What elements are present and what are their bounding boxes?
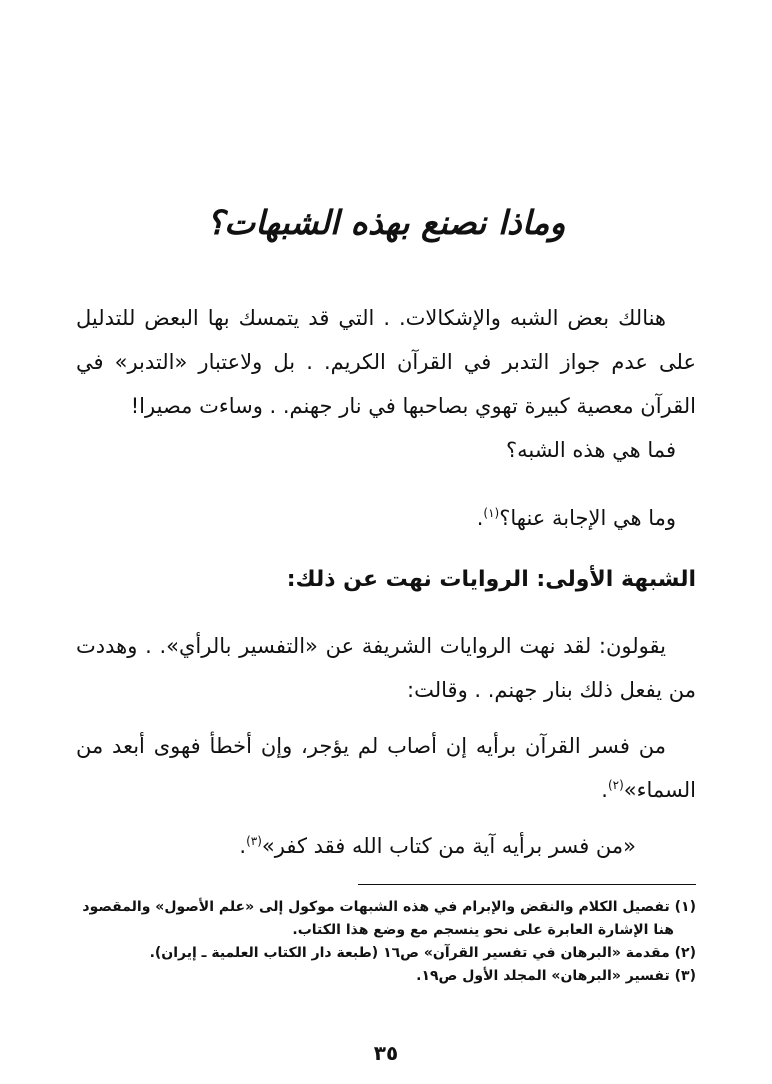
footnote-number: (٣) [674, 968, 696, 984]
claim-paragraph: يقولون: لقد نهت الروايات الشريفة عن «التفسير بالرأي». . وهددت من يفعل ذلك بنار جهنم. . وقالت: [76, 634, 696, 702]
intro-paragraph: هنالك بعض الشبه والإشكالات. . التي قد يتمسك بها البعض للتدليل على عدم جواز التدبر في القرآن الكريم. . بل ولاعتبار «التدبر» في القرآن معصية كبيرة تهوي بصاحبها في نار جهنم. . وساءت مصيرا! [76, 306, 696, 418]
hadith-quote-one-tail: . [601, 778, 608, 802]
footnote-item-2 [76, 942, 696, 965]
question-two-text: وما هي الإجابة عنها؟ [499, 506, 676, 530]
footnotes-list [76, 896, 696, 988]
footnote-ref-3[interactable]: (٣) [246, 834, 262, 848]
section-heading: الشبهة الأولى: الروايات نهت عن ذلك: [286, 567, 696, 592]
footnote-ref-2[interactable]: (٢) [607, 778, 624, 792]
footnote-number: (١) [674, 899, 696, 915]
question-two-tail: . [476, 506, 484, 530]
hadith-quote-two-text: «من فسر برأيه آية من كتاب الله فقد كفر» [261, 834, 636, 858]
chapter-title: وماذا نصنع بهذه الشبهات؟ [206, 203, 566, 242]
footnote-item-1-continued [76, 919, 696, 942]
page-number: ٣٥ [373, 1041, 399, 1065]
footnote-text: هنا الإشارة العابرة على نحو ينسجم مع وضع هذا الكتاب. [292, 922, 674, 938]
footnote-number: (٢) [674, 945, 696, 961]
question-one: فما هي هذه الشبه؟ [506, 438, 676, 462]
footnote-item-1 [76, 896, 696, 919]
hadith-quote-one-text: من فسر القرآن برأيه إن أصاب لم يؤجر، وإن أخطأ فهوى أبعد من السماء» [76, 734, 696, 802]
hadith-quote-one [76, 724, 696, 812]
question-two [76, 496, 676, 540]
footnote-text: مقدمة «البرهان في تفسير القرآن» ص١٦ (طبعة دار الكتاب العلمية ـ إيران). [149, 945, 670, 961]
footnote-text: تفسير «البرهان» المجلد الأول ص١٩. [416, 968, 670, 984]
footnote-text: تفصيل الكلام والنقض والإبرام في هذه الشبهات موكول إلى «علم الأصول» والمقصود [82, 899, 670, 915]
hadith-quote-two [76, 824, 636, 868]
footnote-ref-1[interactable]: (١) [483, 506, 500, 520]
footnote-divider [358, 884, 696, 885]
footnote-item-3 [76, 965, 696, 988]
hadith-quote-two-tail: . [239, 834, 247, 858]
